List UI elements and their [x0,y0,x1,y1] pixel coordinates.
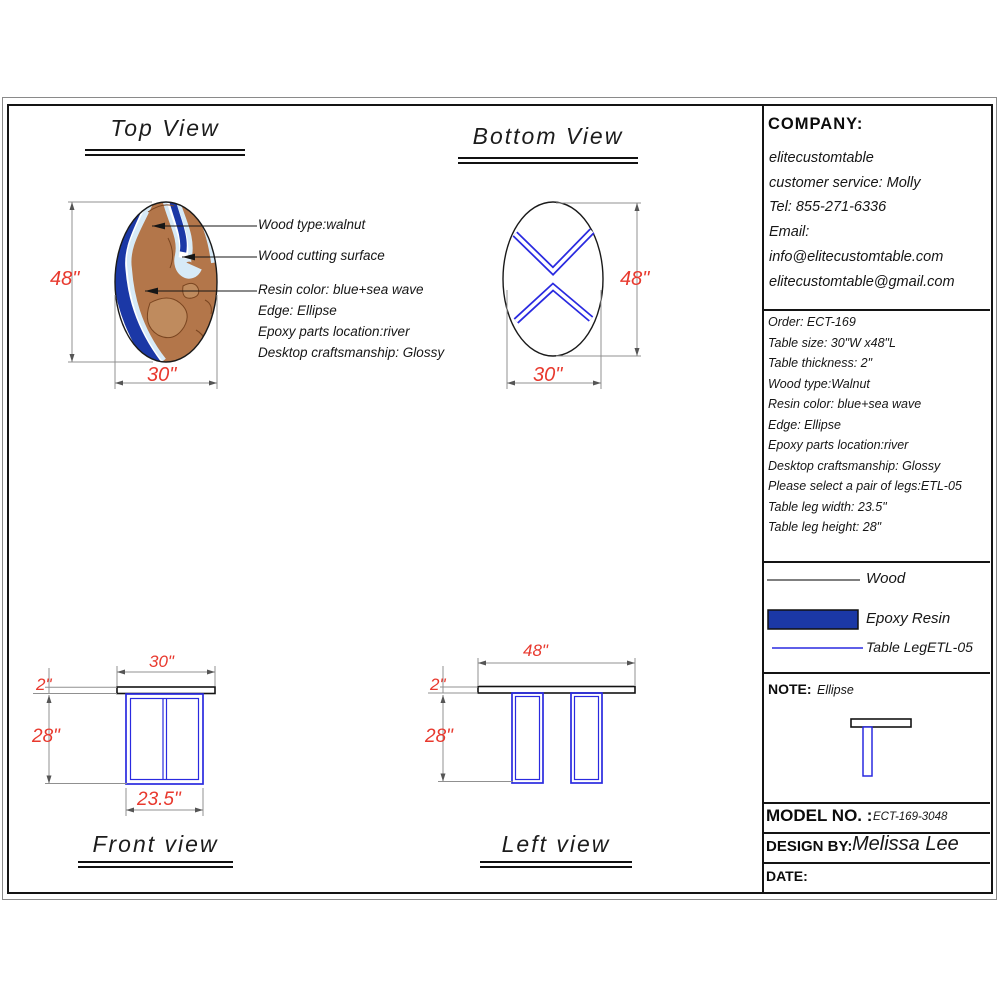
spec-line: Wood type:Walnut [768,376,870,391]
front-legs [126,694,203,784]
front-view-leg-width-dim: 23.5" [137,789,181,810]
order-specs [768,312,962,538]
bottom-view-title: Bottom View [472,123,624,149]
spec-line: Order: ECT-169 [768,315,856,329]
top-view-height-dim: 48" [50,268,80,290]
annotation-cutting-surface: Wood cutting surface [258,248,385,263]
left-view-title: Left view [501,831,611,857]
design-by-label: DESIGN BY: [766,838,853,855]
note-header: NOTE: [768,681,812,697]
bottom-view-height-dim: 48" [620,268,650,290]
legend-wood-label: Wood [866,570,906,587]
annotation-epoxy-location: Epoxy parts location:river [258,324,410,339]
spec-line: Table size: 30"W x48"L [768,335,896,350]
dimension-arrows [441,661,636,782]
spec-line: Table leg height: 28" [768,520,882,534]
company-info-line: elitecustomtable [769,150,874,166]
left-tabletop [478,687,635,694]
spec-line: Resin color: blue+sea wave [768,397,922,411]
note-leg-diagram [851,719,911,776]
front-view-thickness-dim: 2" [36,675,52,694]
bottom-view-underline [458,157,638,164]
top-view-underline [85,149,245,156]
spec-line: Table thickness: 2" [768,356,873,370]
model-no-value: ECT-169-3048 [873,811,948,823]
left-view-leg-height-dim: 28" [425,726,453,747]
top-view-tabletop [115,196,221,368]
annotation-resin-color: Resin color: blue+sea wave [258,282,424,297]
legend-table-leg-label: Table LegETL-05 [866,639,973,655]
left-view-top-dim: 48" [523,641,548,660]
annotation-craftsmanship: Desktop craftsmanship: Glossy [258,345,445,360]
spec-line: Please select a pair of legs:ETL-05 [768,479,962,493]
left-dimension-lines [428,658,635,782]
spec-line: Desktop craftsmanship: Glossy [768,458,941,473]
front-view-leg-height-dim: 28" [32,726,60,747]
front-view-top-dim: 30" [149,652,174,671]
date-label: DATE: [766,868,808,884]
legend-epoxy-label: Epoxy Resin [866,610,951,627]
front-view [33,666,215,816]
company-info-line: info@elitecustomtable.com [769,248,944,265]
spec-line: Edge: Ellipse [768,417,841,432]
bottom-view-width-dim: 30" [533,364,563,386]
top-view-title: Top View [110,115,220,141]
annotation-edge: Edge: Ellipse [258,303,337,318]
left-legs [512,693,602,783]
note-value: Ellipse [817,683,854,697]
company-info-line: Email: [769,224,810,241]
company-info-line: customer service: Molly [769,174,921,191]
company-info-line: elitecustomtable@gmail.com [769,273,955,290]
front-view-title: Front view [92,831,219,857]
left-view-underline [480,861,632,868]
company-info-line: Tel: 855-271-6336 [769,199,887,216]
front-view-underline [78,861,233,868]
left-view-thickness-dim: 2" [430,675,446,694]
design-by-value: Melissa Lee [852,833,959,855]
spec-line: Epoxy parts location:river [768,438,909,452]
top-view-width-dim: 30" [147,364,177,386]
bottom-view-tabletop [503,202,603,356]
annotation-wood-type: Wood type:walnut [258,217,366,232]
spec-line: Table leg width: 23.5" [768,499,887,514]
company-info [769,146,955,294]
front-tabletop [117,687,215,694]
model-no-label: MODEL NO. : [766,806,873,825]
epoxy-resin-swatch [768,610,858,629]
company-header: COMPANY: [768,115,864,133]
left-view [428,658,635,783]
